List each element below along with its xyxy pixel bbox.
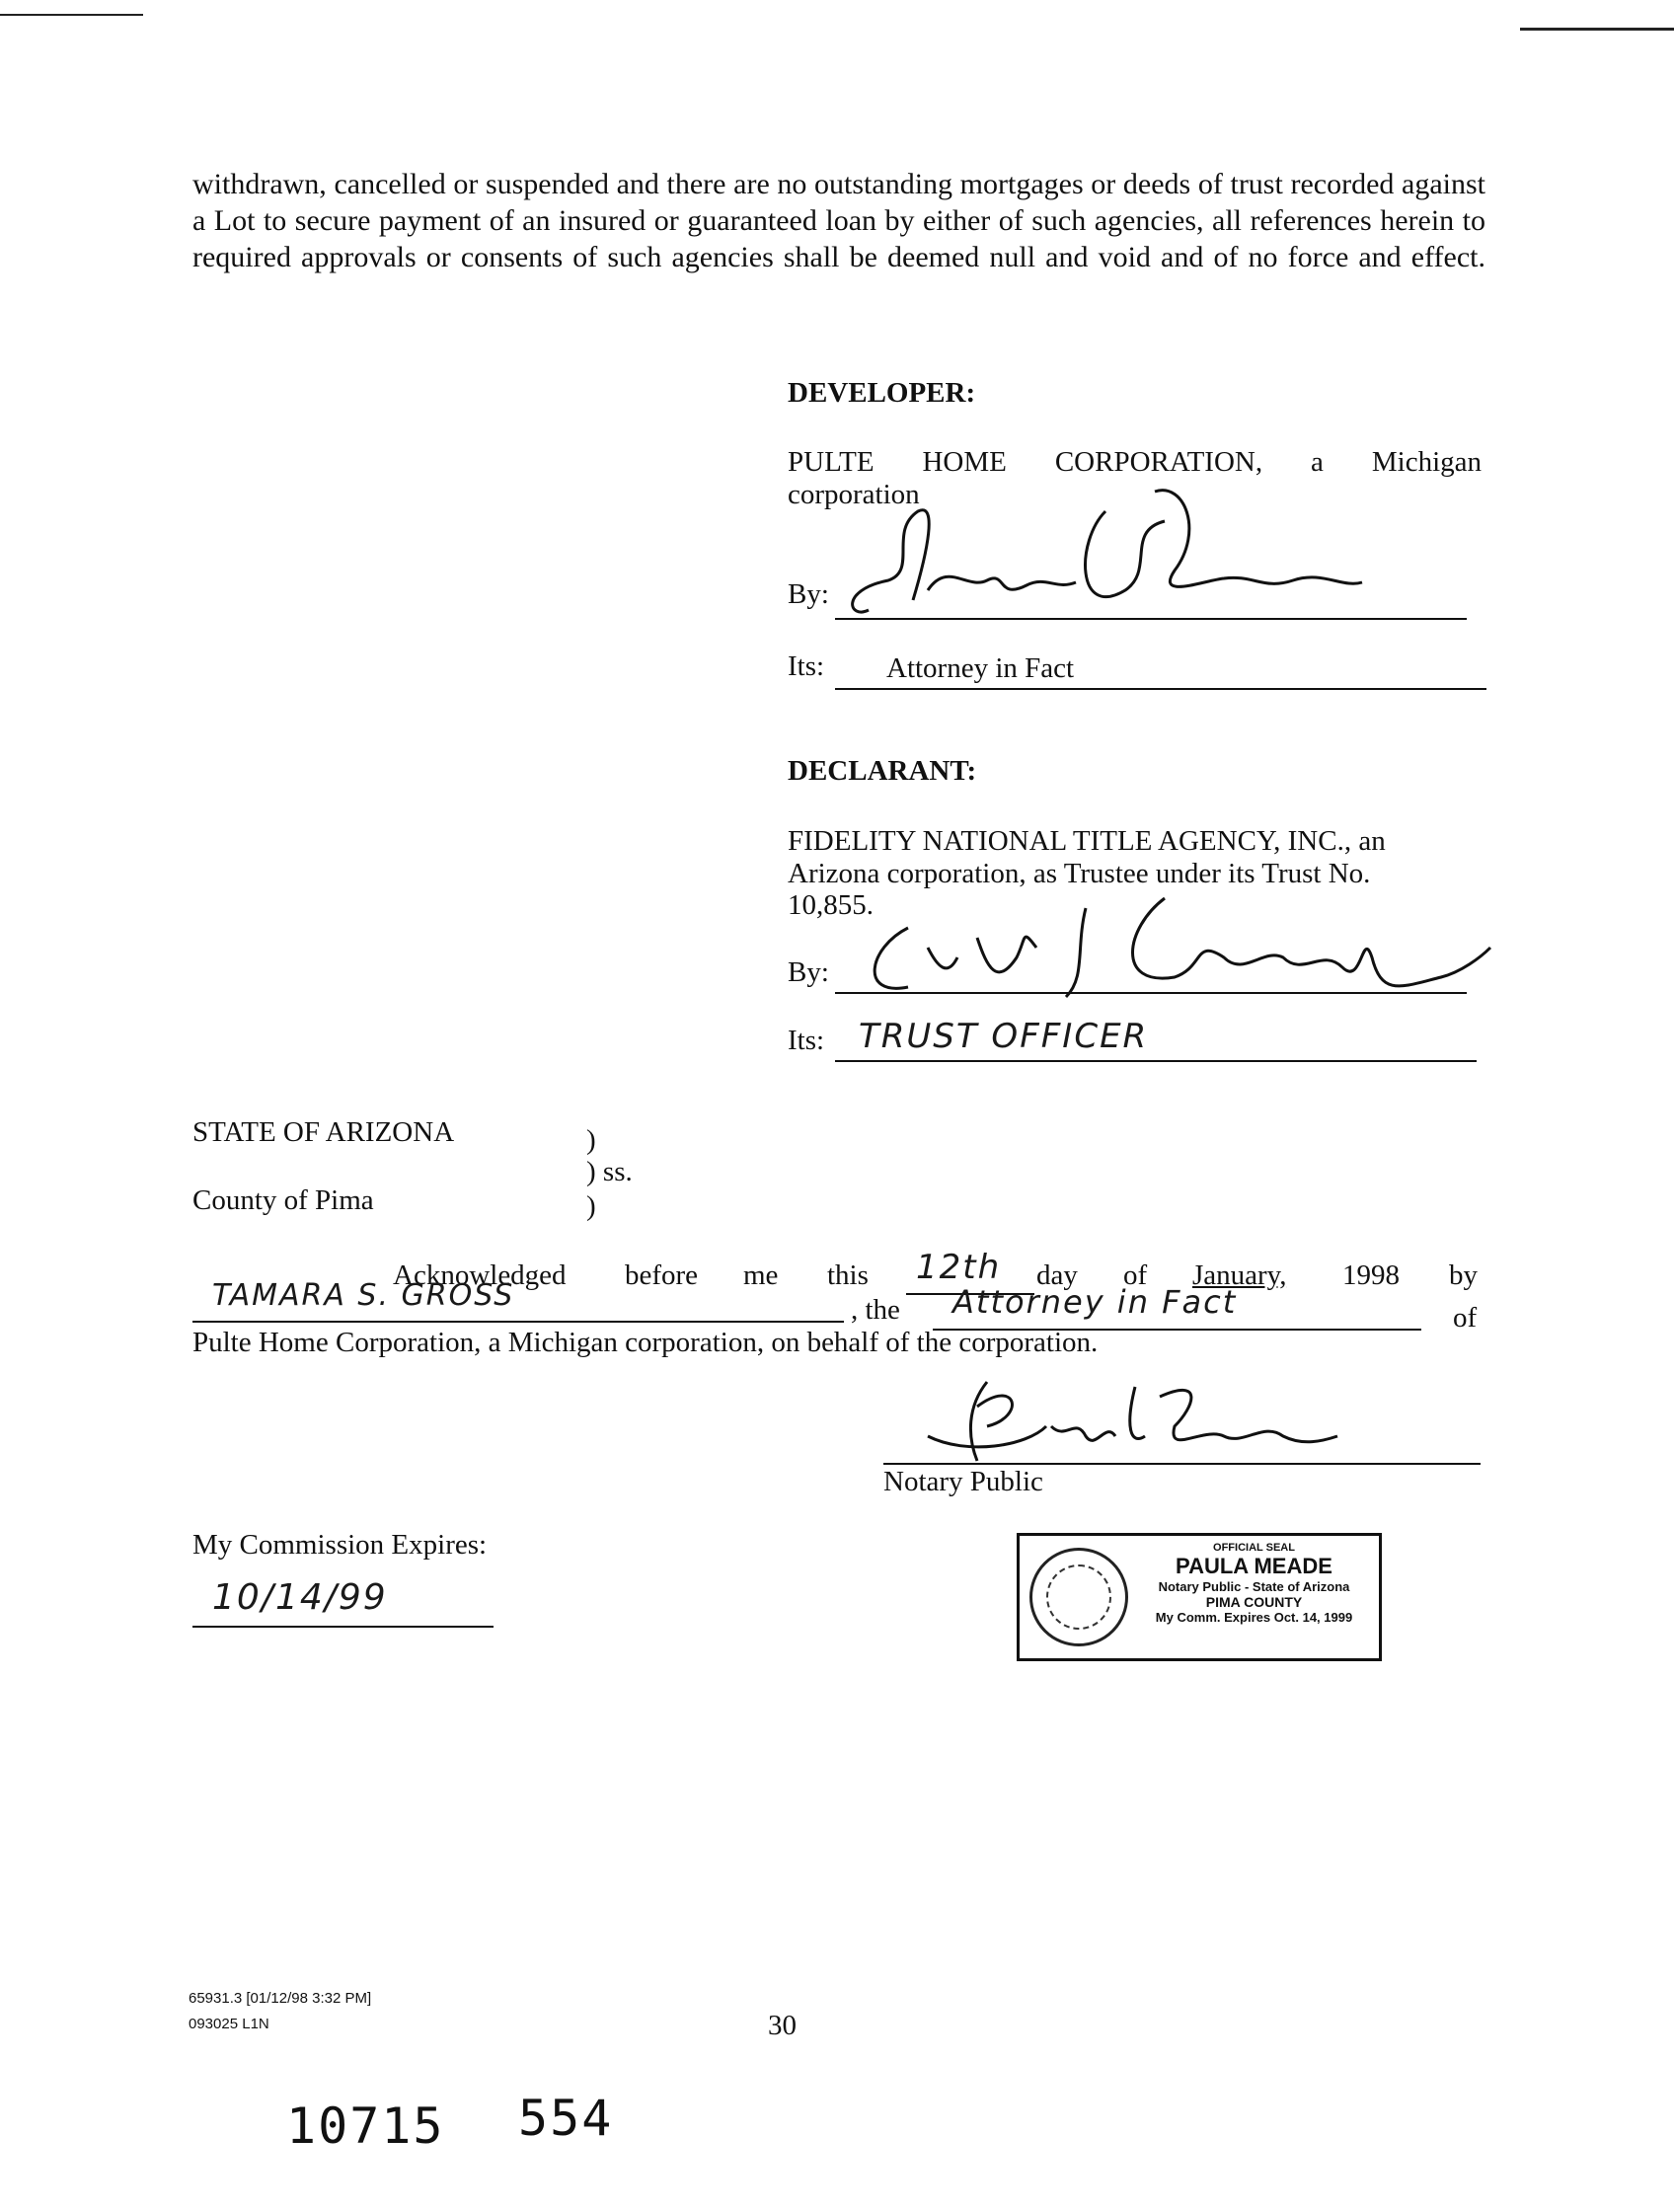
scan-artifact-top-left xyxy=(0,14,143,16)
declarant-heading: DECLARANT: xyxy=(788,755,977,787)
developer-by-label: By: xyxy=(788,578,829,610)
seal-emblem-icon xyxy=(1029,1548,1128,1646)
seal-text-block xyxy=(1133,1542,1375,1625)
notary-label: Notary Public xyxy=(883,1466,1043,1497)
seal-line4: PIMA COUNTY xyxy=(1205,1594,1303,1610)
recording-stamp-right: 554 xyxy=(518,2090,614,2147)
notary-signature xyxy=(908,1367,1342,1471)
ack-title-value: Attorney in Fact xyxy=(952,1283,1238,1321)
page-number: 30 xyxy=(768,2010,797,2041)
developer-its-label: Its: xyxy=(788,650,825,682)
seal-line1: OFFICIAL SEAL xyxy=(1213,1542,1295,1554)
developer-entity-line1: PULTE HOME CORPORATION, a Michigan xyxy=(788,446,1482,478)
notary-seal-stamp xyxy=(1017,1533,1382,1661)
seal-line2: PAULA MEADE xyxy=(1176,1554,1332,1578)
commission-line xyxy=(192,1626,494,1628)
venue-state: STATE OF ARIZONA xyxy=(192,1116,455,1148)
declarant-its-line xyxy=(835,1060,1477,1062)
ack-day-value: 12th xyxy=(916,1248,1002,1287)
venue-county: County of Pima xyxy=(192,1184,374,1216)
developer-signature xyxy=(829,472,1382,649)
footer-doc-code: 093025 L1N xyxy=(189,2016,269,2032)
ack-name-value: TAMARA S. GROSS xyxy=(212,1278,515,1313)
ack-word-of: of xyxy=(1123,1259,1148,1291)
ack-word-by: by xyxy=(1449,1259,1478,1291)
developer-its-line xyxy=(835,688,1486,690)
declarant-by-label: By: xyxy=(788,956,829,988)
venue-ss: ) ss. xyxy=(586,1156,633,1187)
ack-of: of xyxy=(1453,1302,1478,1334)
footer-doc-id: 65931.3 [01/12/98 3:32 PM] xyxy=(189,1990,372,2007)
ack-year: 1998 xyxy=(1342,1259,1400,1291)
commission-value: 10/14/99 xyxy=(212,1577,388,1618)
venue-paren-top: ) xyxy=(586,1124,596,1156)
recording-stamp-left: 10715 xyxy=(286,2098,445,2155)
venue-paren-bottom: ) xyxy=(586,1190,596,1222)
body-paragraph: withdrawn, cancelled or suspended and there are no outstanding mortgages or deeds of trust recorded against a Lot to secure payment of an insured or guaranteed loan by either of such agencies, all references herein to required approvals or consents of such agencies shall be deemed null and void and of no force and effect. xyxy=(192,168,1485,273)
ack-line3: Pulte Home Corporation, a Michigan corporation, on behalf of the corporation. xyxy=(192,1327,1099,1358)
declarant-entity-line1: FIDELITY NATIONAL TITLE AGENCY, INC., an xyxy=(788,825,1386,857)
scan-artifact-top-right xyxy=(1520,28,1674,31)
developer-heading: DEVELOPER: xyxy=(788,377,976,409)
ack-word-me: me xyxy=(743,1259,779,1291)
ack-name-line xyxy=(192,1321,844,1323)
ack-month-value: January, xyxy=(1192,1259,1287,1291)
developer-its-value: Attorney in Fact xyxy=(886,652,1075,684)
commission-label: My Commission Expires: xyxy=(192,1529,488,1561)
ack-word-this: this xyxy=(827,1259,869,1291)
declarant-signature xyxy=(849,888,1500,1017)
ack-word-day: day xyxy=(1036,1259,1078,1291)
declarant-its-label: Its: xyxy=(788,1025,825,1056)
declarant-its-value: TRUST OFFICER xyxy=(859,1017,1149,1056)
seal-line3: Notary Public - State of Arizona xyxy=(1158,1579,1350,1594)
developer-entity-line2: corporation xyxy=(788,479,920,510)
ack-word-acknowledged: Acknowledged xyxy=(393,1259,567,1291)
declarant-entity-line3: 10,855. xyxy=(788,889,874,921)
seal-line5: My Comm. Expires Oct. 14, 1999 xyxy=(1155,1610,1353,1625)
ack-comma-the: , the xyxy=(851,1294,900,1326)
ack-word-before: before xyxy=(625,1259,699,1291)
declarant-entity-line2: Arizona corporation, as Trustee under its Trust No. xyxy=(788,858,1371,889)
